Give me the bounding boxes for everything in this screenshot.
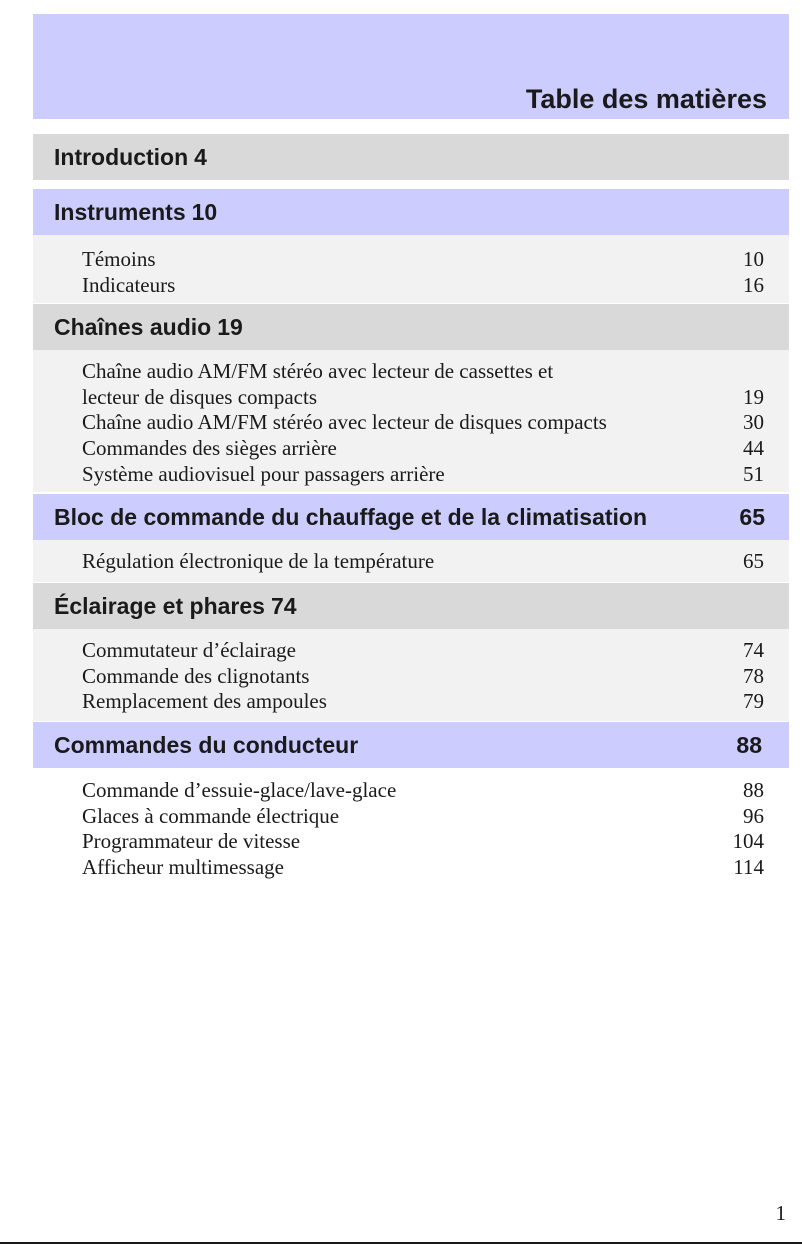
section-heading-text: Bloc de commande du chauffage et de la climatisation	[54, 503, 648, 530]
toc-entry-afficheur-multimessage[interactable]	[82, 855, 764, 881]
toc-entry-regulation-temperature[interactable]	[82, 549, 764, 575]
section-heading-commandes-conducteur[interactable]	[33, 722, 789, 768]
section-page-number: 88	[736, 731, 762, 758]
section-page-number: 10	[191, 198, 218, 225]
section-page-number: 19	[217, 313, 243, 340]
entry-page-number: 79	[743, 689, 764, 714]
entry-page-number: 88	[743, 778, 764, 802]
toc-entry-temoins[interactable]	[82, 247, 764, 273]
entry-title: Commandes des sièges arrière	[82, 436, 337, 461]
section-heading-introduction[interactable]	[33, 134, 789, 180]
entry-title: Programmateur de vitesse	[82, 829, 301, 854]
toc-entry-commutateur-eclairage[interactable]	[82, 638, 764, 664]
section-page-number: 65	[739, 503, 765, 530]
section-heading-chaines-audio[interactable]	[33, 304, 789, 350]
entry-title: Commutateur d’éclairage	[82, 638, 296, 662]
section-page-number: 4	[194, 143, 207, 170]
entries-list-chauffage	[82, 549, 764, 575]
bottom-rule	[0, 1242, 802, 1244]
toc-entry-chaine-audio-cd[interactable]	[82, 410, 764, 436]
toc-entry-remplacement-ampoules[interactable]	[82, 689, 764, 715]
entries-list-chaines-audio	[82, 359, 764, 488]
toc-entry-systeme-audiovisuel[interactable]	[82, 462, 764, 488]
toc-entry-commande-clignotants[interactable]	[82, 664, 764, 690]
section-heading-text: Commandes du conducteur	[54, 731, 359, 758]
entry-title: Chaîne audio AM/FM stéréo avec lecteur de cassettes et lecteur de disques compacts	[82, 359, 554, 409]
entry-page-number: 16	[743, 272, 764, 297]
toc-entry-indicateurs[interactable]	[82, 273, 764, 299]
entry-title: Régulation électronique de la température	[82, 549, 435, 573]
page-title: Table des matières	[525, 84, 767, 114]
section-heading-chauffage-climatisation[interactable]	[33, 494, 789, 540]
entry-title: Système audiovisuel pour passagers arrière	[82, 461, 445, 486]
entry-title: Chaîne audio AM/FM stéréo avec lecteur de disques compacts	[82, 410, 607, 435]
entry-page-number: 104	[732, 829, 764, 854]
entry-title: Glaces à commande électrique	[82, 803, 340, 828]
toc-entry-essuie-glace[interactable]	[82, 778, 764, 804]
section-heading-instruments[interactable]	[33, 189, 789, 235]
entry-title: Afficheur multimessage	[82, 855, 284, 880]
entry-page-number: 96	[743, 803, 764, 828]
entry-page-number: 78	[743, 663, 764, 688]
section-heading-text: Éclairage et phares 74	[54, 592, 297, 619]
entry-page-number: 114	[733, 855, 764, 880]
entry-title: Commande des clignotants	[82, 663, 310, 688]
entry-title: Témoins	[82, 247, 156, 271]
entries-list-eclairage	[82, 638, 764, 715]
entries-list-instruments	[82, 247, 764, 298]
entry-page-number: 74	[743, 638, 764, 662]
section-heading-text: Instruments 10	[54, 198, 218, 225]
page-number: 1	[775, 1201, 786, 1225]
entry-title: Commande d’essuie-glace/lave-glace	[82, 778, 397, 802]
section-heading-eclairage-phares[interactable]	[33, 583, 789, 629]
entry-title: Indicateurs	[82, 272, 176, 297]
header-band	[33, 14, 789, 119]
entry-title: Remplacement des ampoules	[82, 689, 327, 714]
entry-page-number: 65	[743, 549, 764, 573]
entries-list-conducteur	[82, 778, 764, 881]
toc-entry-commandes-sieges-arriere[interactable]	[82, 436, 764, 462]
section-page-number: 74	[270, 592, 297, 619]
entry-page-number: 44	[743, 436, 764, 461]
toc-entry-chaine-audio-cassettes[interactable]	[82, 359, 764, 410]
entry-page-number: 51	[743, 461, 764, 486]
entry-page-number: 10	[743, 247, 764, 271]
entry-page-number: 19	[743, 384, 764, 409]
toc-entry-programmateur-vitesse[interactable]	[82, 829, 764, 855]
section-heading-text: Chaînes audio 19	[54, 313, 243, 340]
toc-entry-glaces-electriques[interactable]	[82, 804, 764, 830]
entry-page-number: 30	[743, 410, 764, 435]
section-heading-text: Introduction 4	[54, 143, 207, 170]
